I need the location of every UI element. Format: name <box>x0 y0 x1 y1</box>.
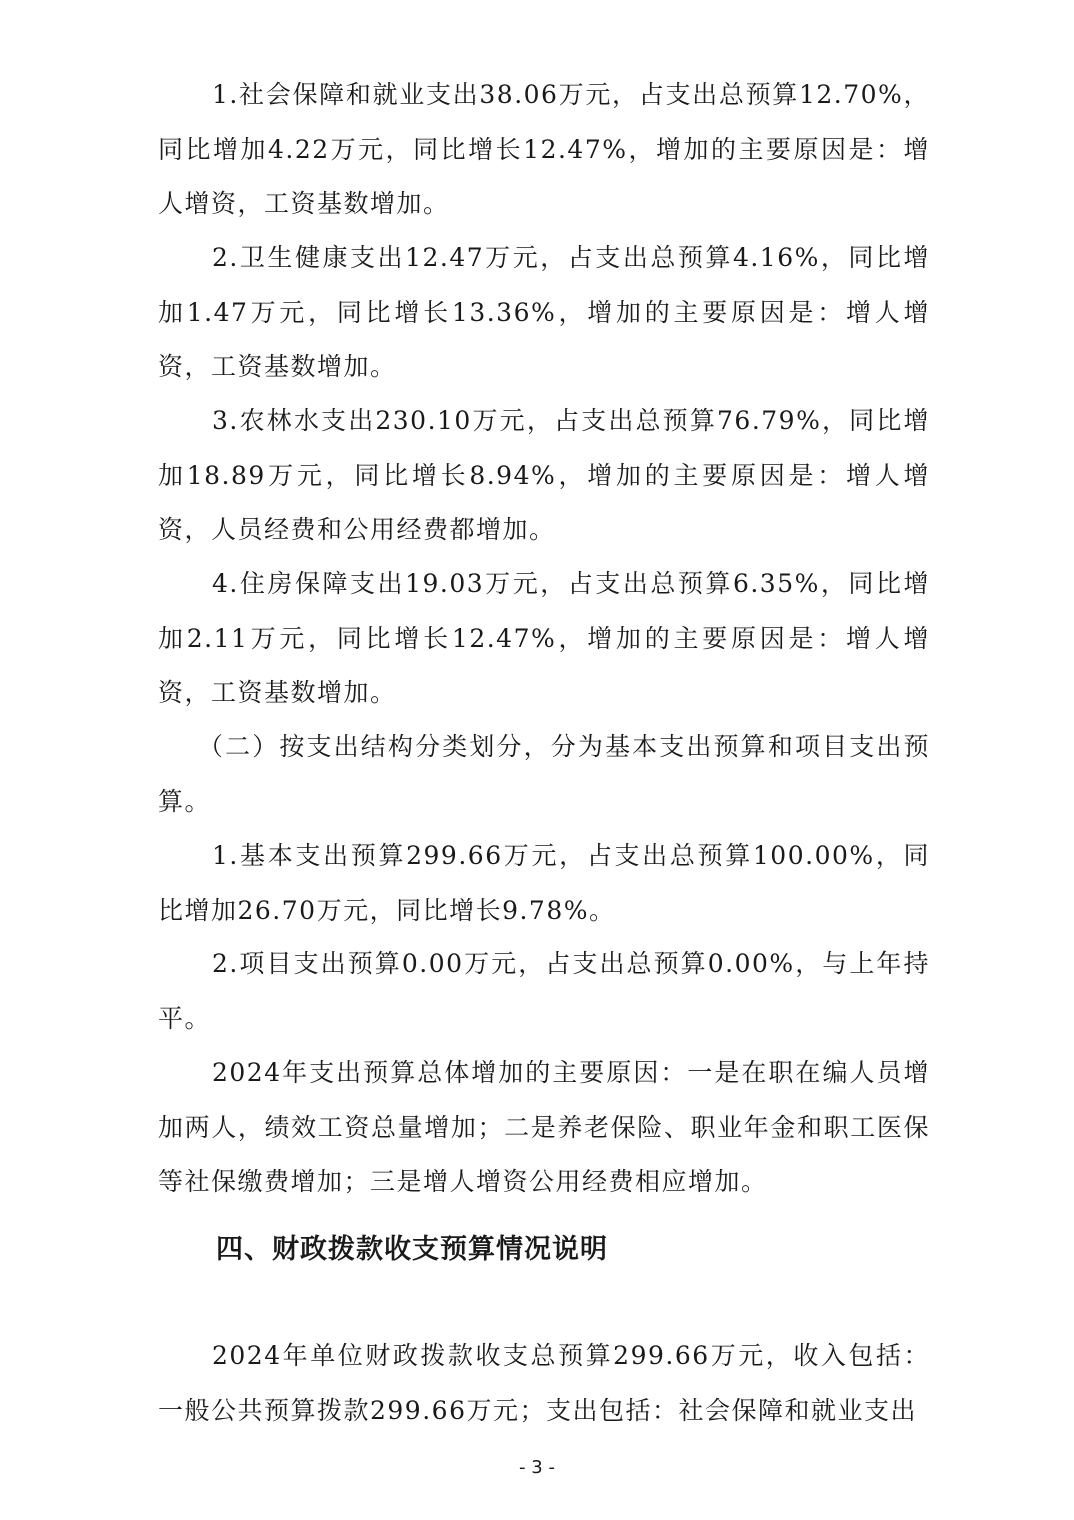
paragraph-basic-expenditure: 1.基本支出预算299.66万元，占支出总预算100.00%，同比增加26.70万元，同比增长9.78%。 <box>158 841 930 925</box>
paragraph-structure-classification: （二）按支出结构分类划分，分为基本支出预算和项目支出预算。 <box>158 732 930 816</box>
paragraph-social-security: 1.社会保障和就业支出38.06万元，占支出总预算12.70%，同比增加4.22万元，同比增长12.47%，增加的主要原因是：增人增资，工资基数增加。 <box>158 80 930 218</box>
paragraph-project-expenditure: 2.项目支出预算0.00万元，占支出总预算0.00%，与上年持平。 <box>158 949 930 1033</box>
section-heading: 四、财政拨款收支预算情况说明 <box>216 1234 608 1265</box>
paragraph-increase-reasons: 2024年支出预算总体增加的主要原因：一是在职在编人员增加两人，绩效工资总量增加；二是养老保险、职业年金和职工医保等社保缴费增加；三是增人增资公用经费相应增加。 <box>158 1058 930 1196</box>
paragraph-agriculture: 3.农林水支出230.10万元，占支出总预算76.79%，同比增加18.89万元，同比增长8.94%，增加的主要原因是：增人增资，人员经费和公用经费都增加。 <box>158 406 930 544</box>
paragraph-health: 2.卫生健康支出12.47万元，占支出总预算4.16%，同比增加1.47万元，同比增长13.36%，增加的主要原因是：增人增资，工资基数增加。 <box>158 243 930 381</box>
paragraph-fiscal-appropriation: 2024年单位财政拨款收支总预算299.66万元，收入包括：一般公共预算拨款299.66万元；支出包括：社会保障和就业支出 <box>158 1341 930 1425</box>
page-number: - 3 - <box>519 1457 555 1478</box>
paragraph-housing: 4.住房保障支出19.03万元，占支出总预算6.35%，同比增加2.11万元，同比增长12.47%，增加的主要原因是：增人增资，工资基数增加。 <box>158 569 930 707</box>
